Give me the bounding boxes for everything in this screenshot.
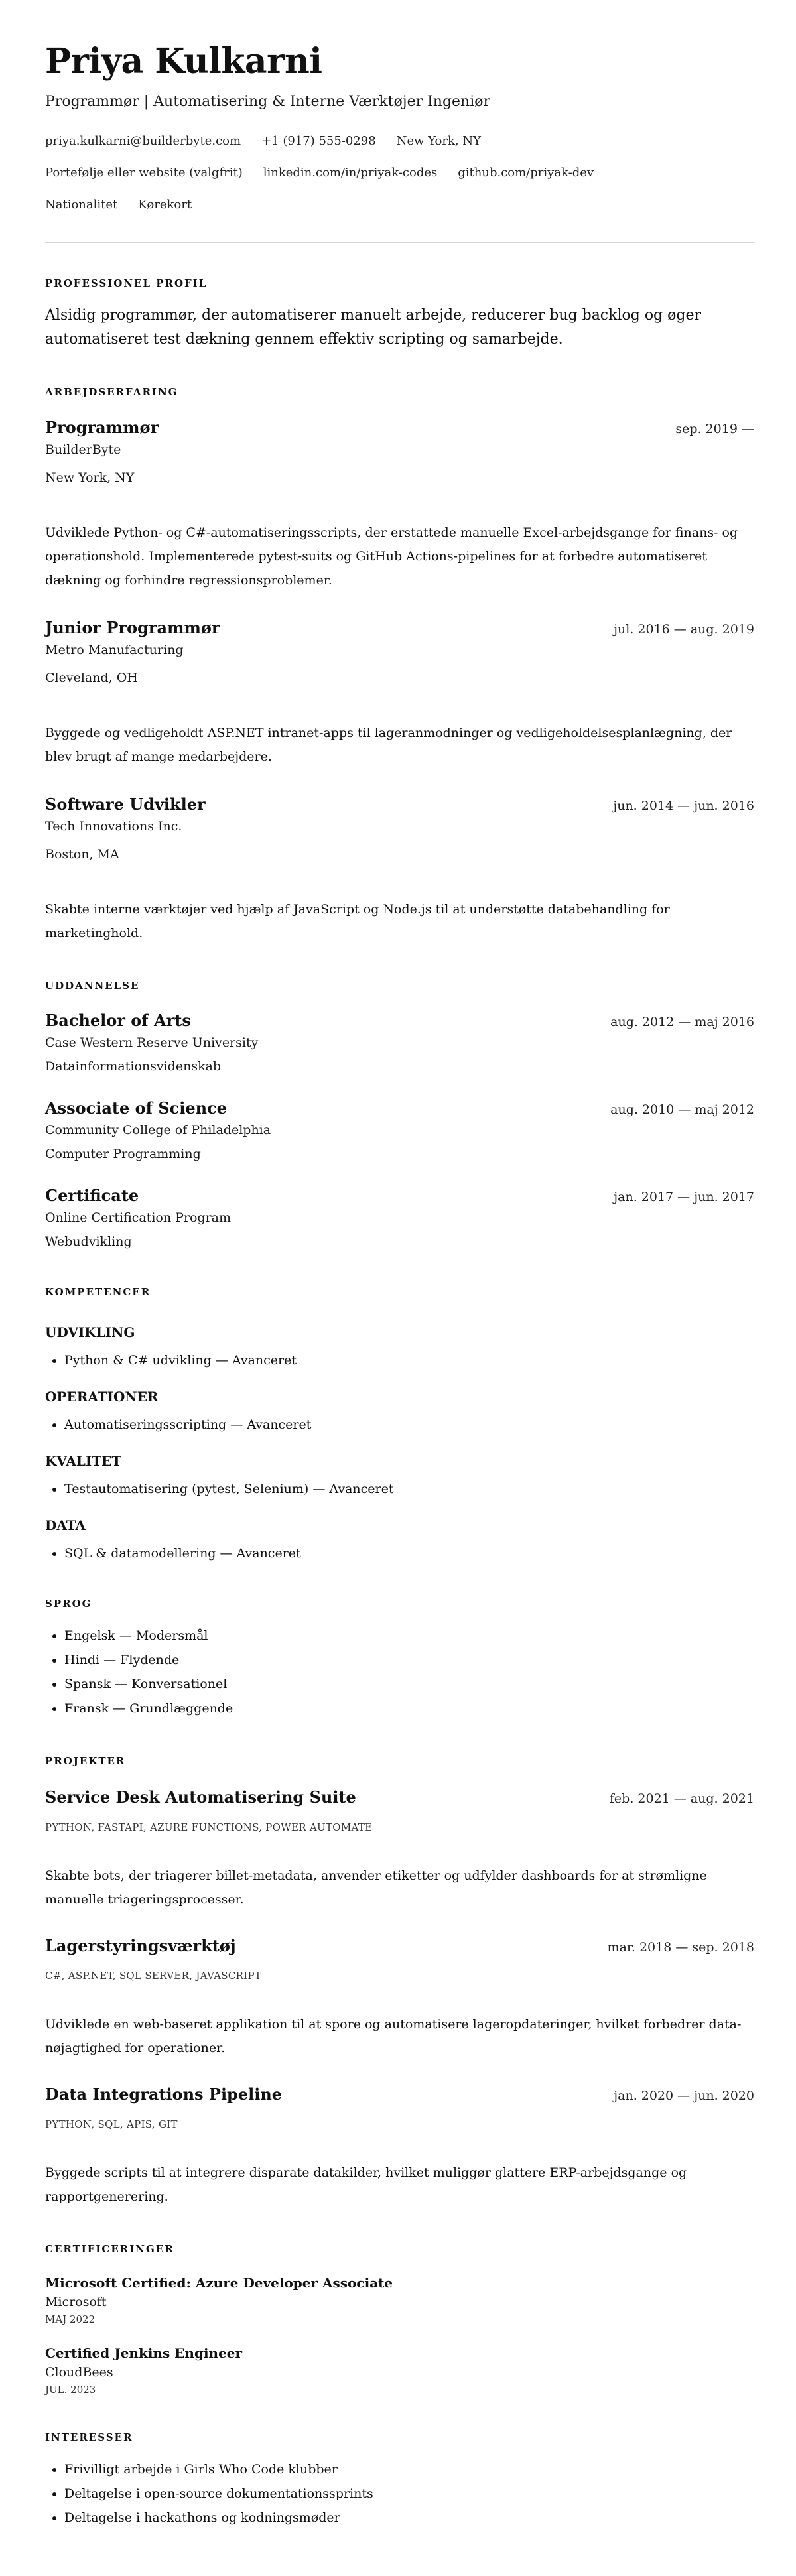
skill-item: • Automatiseringsscripting — Avanceret <box>64 1415 754 1435</box>
project-dates: mar. 2018 — sep. 2018 <box>607 1940 754 1955</box>
project-name: Service Desk Automatisering Suite <box>45 1787 356 1807</box>
job-entry <box>45 417 754 592</box>
project-dates: jan. 2020 — jun. 2020 <box>614 2089 754 2103</box>
job-entry <box>45 617 754 769</box>
project-description: Byggede scripts til at integrere disparate datakilder, hvilket muliggør glattere ERP-arbejdsgange og rapportgenerering. <box>45 2165 687 2204</box>
project-name: Data Integrations Pipeline <box>45 2085 283 2104</box>
header-divider <box>45 242 754 243</box>
certification-date: JUL. 2023 <box>45 2384 96 2396</box>
degree: Certificate <box>45 1186 139 1205</box>
job-title: Junior Programmør <box>45 618 220 637</box>
linkedin-link[interactable]: linkedin.com/in/priyak-codes <box>263 166 438 180</box>
project-description: Skabte bots, der triagerer billet-metadata, anvender etiketter og udfylder dashboards for at strømligne manuelle triageringsprocesser. <box>45 1868 707 1907</box>
certification-entry <box>45 2274 754 2327</box>
section-title: KOMPETENCER <box>45 1286 151 1298</box>
language-item: • Fransk — Grundlæggende <box>64 1697 754 1721</box>
field-of-study: Computer Programming <box>45 1147 201 1161</box>
project-name: Lagerstyringsværktøj <box>45 1936 236 1955</box>
field-of-study: Datainformationsvidenskab <box>45 1059 222 1074</box>
drivers-license: Kørekort <box>138 198 192 212</box>
education-dates: jan. 2017 — jun. 2017 <box>614 1190 754 1204</box>
education-dates: aug. 2012 — maj 2016 <box>610 1015 754 1029</box>
project-description: Udviklede en web-baseret applikation til at spore og automatisere lageropdateringer, hvilket forbedrer data-nøjagtighed for operationer. <box>45 2017 742 2055</box>
job-dates: jul. 2016 — aug. 2019 <box>614 622 754 637</box>
skill-category: UDVIKLING <box>45 1324 135 1340</box>
portfolio-link[interactable]: Portefølje eller website (valgfrit) <box>45 166 243 180</box>
education-dates: aug. 2010 — maj 2012 <box>610 1102 754 1117</box>
job-entry <box>45 794 754 945</box>
contact-row <box>45 195 754 215</box>
job-dates: sep. 2019 — <box>675 422 754 436</box>
education-entry <box>45 1185 754 1252</box>
language-item: • Hindi — Flydende <box>64 1648 754 1673</box>
section-title: PROFESSIONEL PROFIL <box>45 277 208 289</box>
skill-item: • Testautomatisering (pytest, Selenium) — Avanceret <box>64 1479 754 1499</box>
job-dates: jun. 2014 — jun. 2016 <box>613 799 754 813</box>
degree: Bachelor of Arts <box>45 1011 191 1030</box>
skills-section <box>45 1285 754 1563</box>
languages-section <box>45 1597 754 1720</box>
project-entry <box>45 1935 754 2060</box>
language-item: • Spansk — Konversationel <box>64 1672 754 1697</box>
interest-item: • Frivilligt arbejde i Girls Who Code klubber <box>64 2457 754 2482</box>
job-location: Cleveland, OH <box>45 671 138 685</box>
skill-category: KVALITET <box>45 1453 122 1469</box>
skill-item: • SQL & datamodellering — Avanceret <box>64 1543 754 1563</box>
project-dates: feb. 2021 — aug. 2021 <box>609 1791 754 1806</box>
profile-section <box>45 277 754 352</box>
job-location: Boston, MA <box>45 847 119 862</box>
skill-list <box>45 1479 754 1499</box>
resume-header <box>45 41 754 215</box>
certifications-section <box>45 2242 754 2397</box>
certification-issuer: Microsoft <box>45 2295 107 2309</box>
section-title: INTERESSER <box>45 2431 133 2443</box>
job-description: Skabte interne værktøjer ved hjælp af JavaScript og Node.js til at understøtte databehandling for marketinghold. <box>45 902 670 940</box>
projects-section <box>45 1754 754 2209</box>
skill-item: • Python & C# udvikling — Avanceret <box>64 1350 754 1370</box>
degree: Associate of Science <box>45 1098 227 1118</box>
skill-list <box>45 1350 754 1370</box>
education-section <box>45 979 754 1252</box>
skill-list <box>45 1543 754 1563</box>
interests-section <box>45 2431 754 2530</box>
skill-category: DATA <box>45 1517 86 1533</box>
section-title: SPROG <box>45 1598 92 1610</box>
experience-section <box>45 385 754 945</box>
location: New York, NY <box>396 134 481 148</box>
certification-date: MAJ 2022 <box>45 2313 96 2325</box>
school: Community College of Philadelphia <box>45 1123 271 1137</box>
headline: Programmør | Automatisering & Interne Værktøjer Ingeniør <box>45 94 491 110</box>
email-link[interactable]: priya.kulkarni@builderbyte.com <box>45 134 241 148</box>
contact-row <box>45 131 754 151</box>
project-tech: C#, ASP.NET, SQL SERVER, JAVASCRIPT <box>45 1970 262 1982</box>
certification-issuer: CloudBees <box>45 2365 113 2380</box>
job-title: Programmør <box>45 418 159 437</box>
job-company: BuilderByte <box>45 442 121 457</box>
job-location: New York, NY <box>45 470 135 485</box>
project-entry <box>45 2084 754 2209</box>
job-description: Udviklede Python- og C#-automatiseringsscripts, der erstattede manuelle Excel-arbejdsgange for finans- og operationshold. Implementerede pytest-suits og GitHub Actions-pipelines for at forbedre automatiseret dækning og forhindre regressionsproblemer. <box>45 525 738 588</box>
section-title: CERTIFICERINGER <box>45 2243 174 2255</box>
job-company: Metro Manufacturing <box>45 643 184 657</box>
school: Case Western Reserve University <box>45 1035 259 1050</box>
certification-name: Certified Jenkins Engineer <box>45 2345 243 2361</box>
education-entry <box>45 1010 754 1076</box>
education-entry <box>45 1098 754 1164</box>
skill-list <box>45 1415 754 1435</box>
job-company: Tech Innovations Inc. <box>45 819 182 834</box>
candidate-name: Priya Kulkarni <box>45 41 322 82</box>
language-list <box>45 1624 754 1720</box>
skill-category: OPERATIONER <box>45 1389 159 1405</box>
job-description: Byggede og vedligeholdt ASP.NET intranet-apps til lageranmodninger og vedligeholdelsesplanlægning, der blev brugt af mange medarbejdere. <box>45 726 732 764</box>
certification-name: Microsoft Certified: Azure Developer Associate <box>45 2275 393 2291</box>
job-title: Software Udvikler <box>45 795 206 814</box>
github-link[interactable]: github.com/priyak-dev <box>458 166 594 180</box>
section-title: PROJEKTER <box>45 1755 126 1767</box>
section-title: ARBEJDSERFARING <box>45 386 178 398</box>
interest-item: • Deltagelse i open-source dokumentationssprints <box>64 2482 754 2506</box>
project-tech: PYTHON, FASTAPI, AZURE FUNCTIONS, POWER AUTOMATE <box>45 1821 373 1833</box>
contact-row <box>45 163 754 183</box>
profile-summary: Alsidig programmør, der automatiserer manuelt arbejde, reducerer bug backlog og øger automatiseret test dækning gennem effektiv scripting og samarbejde. <box>45 307 702 348</box>
section-title: UDDANNELSE <box>45 980 140 992</box>
field-of-study: Webudvikling <box>45 1234 132 1249</box>
school: Online Certification Program <box>45 1210 232 1225</box>
interest-list <box>45 2457 754 2530</box>
interest-item: • Deltagelse i hackathons og kodningsmøder <box>64 2506 754 2530</box>
phone: +1 (917) 555-0298 <box>261 134 376 148</box>
certification-entry <box>45 2344 754 2397</box>
nationality: Nationalitet <box>45 198 118 212</box>
language-item: • Engelsk — Modersmål <box>64 1624 754 1648</box>
project-tech: PYTHON, SQL, APIS, GIT <box>45 2118 178 2130</box>
project-entry <box>45 1787 754 1911</box>
